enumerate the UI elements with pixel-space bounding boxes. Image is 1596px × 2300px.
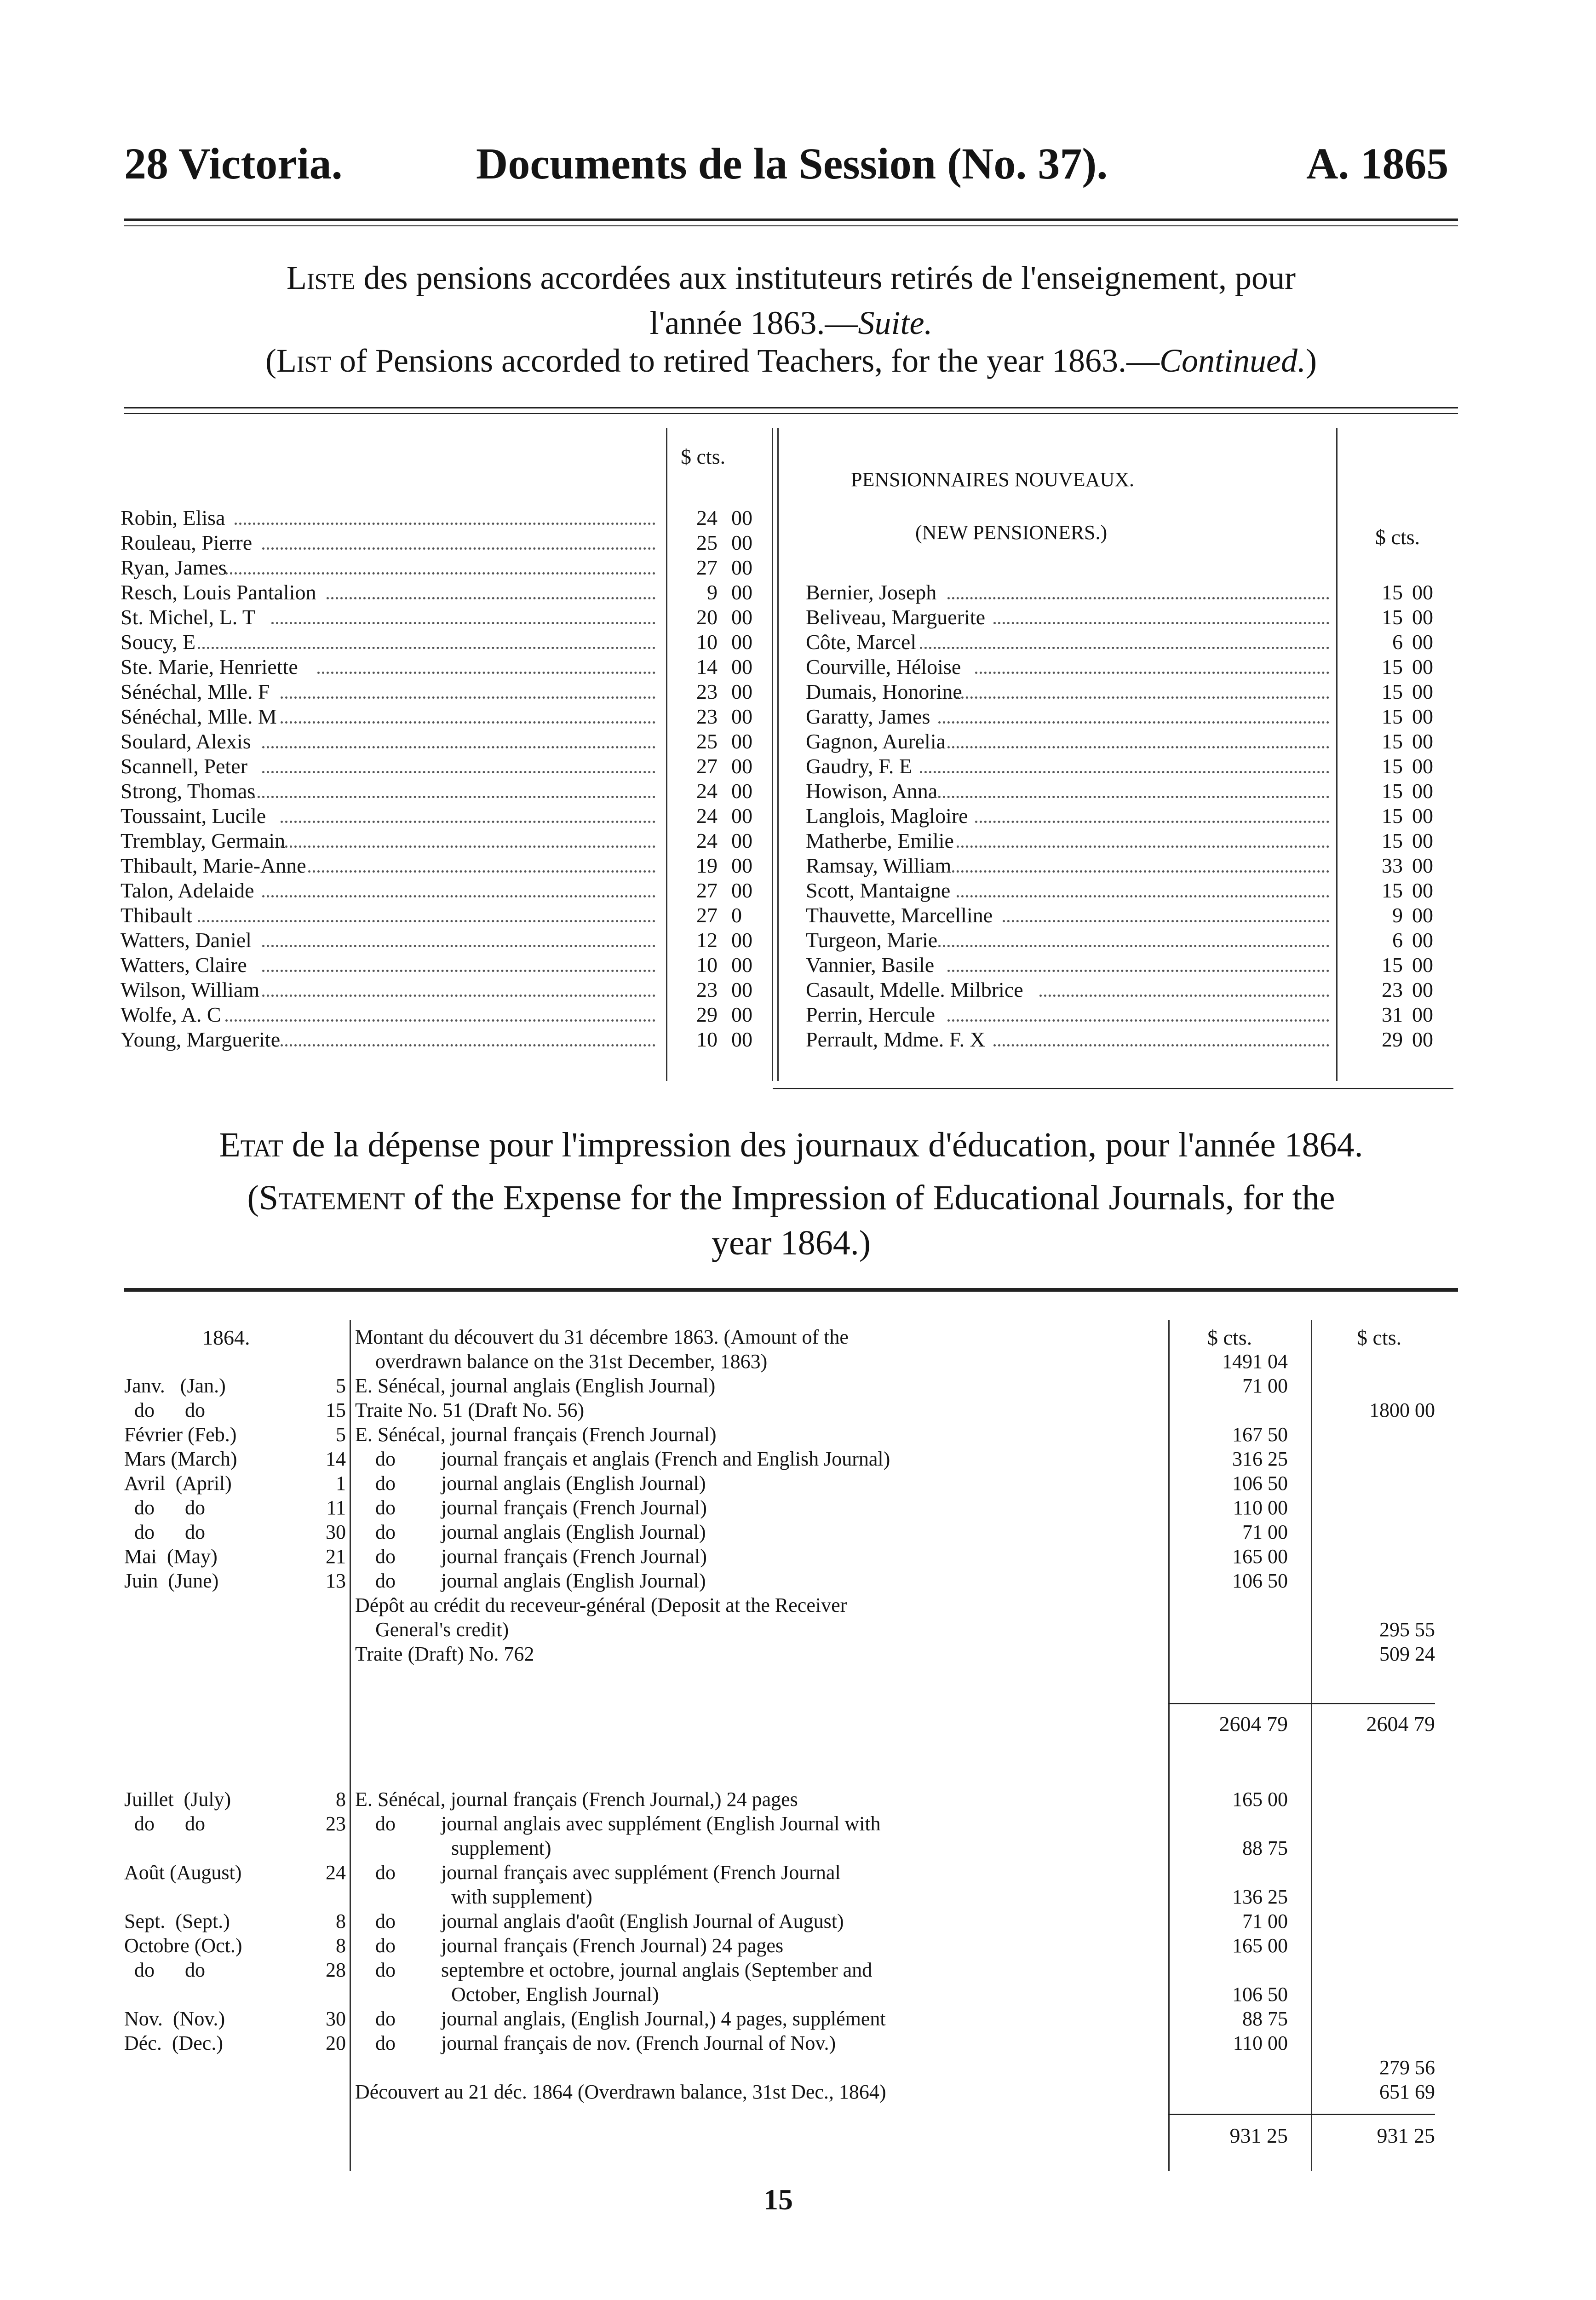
pension-dollars: 27 [696, 879, 718, 902]
statement-day: 21 [326, 1545, 346, 1568]
statement-day: 8 [336, 1934, 346, 1957]
pension-dollars: 27 [696, 903, 718, 927]
pensioner-name: Soucy, E [121, 630, 196, 654]
dot-leader [947, 970, 1329, 972]
pensioner-name: Young, Marguerite [121, 1028, 281, 1051]
list-title-en: (List of Pensions accorded to retired Teachers, for the year 1863.—Continued.) [265, 342, 1317, 379]
new-pension-cents: 00 [1412, 581, 1433, 604]
statement-rule-top [124, 1288, 1458, 1292]
statement-day: 30 [326, 1521, 346, 1543]
statement-month: Janv. (Jan.) [124, 1374, 226, 1397]
new-pension-cents: 00 [1412, 655, 1433, 678]
statement-month: Avril (April) [124, 1472, 232, 1495]
statement-amount-1: 106 50 [1232, 1472, 1288, 1495]
dot-leader [929, 796, 1329, 798]
statement-amount-1: 88 75 [1242, 2007, 1288, 2030]
pension-cents: 0 [731, 903, 742, 927]
pensioner-name: Sénéchal, Mlle. M [121, 705, 277, 728]
new-pension-dollars: 15 [1382, 680, 1403, 703]
new-pension-dollars: 23 [1382, 978, 1403, 1001]
statement-amount-1: 71 00 [1242, 1910, 1288, 1932]
total1-col1: 2604 79 [1219, 1712, 1288, 1736]
dot-leader [235, 523, 655, 525]
new-pensioner-name: Langlois, Magloire [806, 804, 968, 828]
new-pension-dollars: 33 [1382, 854, 1403, 877]
pensioner-name: Strong, Thomas [121, 779, 256, 803]
dot-leader [938, 721, 1329, 724]
pension-cents: 00 [731, 879, 752, 902]
statement-description: E. Sénécal, journal français (French Journal) [355, 1423, 717, 1446]
dot-leader [1039, 995, 1329, 997]
new-pensioner-name: Thauvette, Marcelline [806, 903, 993, 927]
new-pension-cents: 00 [1412, 928, 1433, 952]
statement-description: E. Sénécal, journal français (French Journal,) 24 pages [355, 1788, 798, 1811]
total1-col2: 2604 79 [1366, 1712, 1435, 1736]
new-pension-dollars: 15 [1382, 655, 1403, 678]
statement-day: 30 [326, 2007, 346, 2030]
dot-leader [262, 746, 655, 748]
statement-month: do do [124, 1521, 205, 1543]
statement-month: Mai (May) [124, 1545, 218, 1568]
new-pension-cents: 00 [1412, 705, 1433, 728]
dot-leader [957, 696, 1329, 699]
pension-cents: 00 [731, 630, 752, 654]
pensioner-name: Resch, Louis Pantalion [121, 581, 316, 604]
statement-day: 11 [326, 1496, 346, 1519]
pensioner-name: Watters, Claire [121, 953, 247, 977]
pensioner-name: Thibault [121, 903, 192, 927]
statement-description: Découvert au 21 déc. 1864 (Overdrawn balance, 31st Dec., 1864) [355, 2081, 886, 2103]
statement-amount-1: 106 50 [1232, 1570, 1288, 1592]
dot-leader [993, 1044, 1329, 1046]
pensions-left-header: $ cts. [681, 445, 726, 468]
statement-amount-1: 165 00 [1232, 1545, 1288, 1568]
statement-amount-1: 1491 04 [1222, 1350, 1288, 1373]
new-pension-dollars: 6 [1392, 928, 1403, 952]
new-pension-dollars: 15 [1382, 879, 1403, 902]
statement-description: Montant du découvert du 31 décembre 1863. (Amount of the [355, 1326, 849, 1348]
pension-cents: 00 [731, 655, 752, 678]
dot-leader [281, 821, 655, 823]
statement-description: do journal français (French Journal) 24 pages [355, 1934, 784, 1957]
statement-day: 20 [326, 2032, 346, 2054]
pension-dollars: 10 [696, 953, 718, 977]
pension-dollars: 25 [696, 531, 718, 554]
pensioner-name: Rouleau, Pierre [121, 531, 253, 554]
statement-description: October, English Journal) [355, 1983, 659, 2006]
new-pension-cents: 00 [1412, 630, 1433, 654]
dot-leader [253, 796, 655, 798]
statement-description: do journal anglais avec supplément (English Journal with [355, 1812, 881, 1835]
pension-cents: 00 [731, 978, 752, 1001]
pension-dollars: 20 [696, 605, 718, 629]
statement-amount-1: 316 25 [1232, 1448, 1288, 1470]
statement-amount-1: 136 25 [1232, 1886, 1288, 1908]
pensioner-name: St. Michel, L. T [121, 605, 256, 629]
statement-amount-1: 167 50 [1232, 1423, 1288, 1446]
statement-month: Octobre (Oct.) [124, 1934, 242, 1957]
new-pension-cents: 00 [1412, 953, 1433, 977]
pensions-right-header: $ cts. [1375, 525, 1420, 549]
dot-leader [281, 845, 655, 848]
statement-title-en: (Statement of the Expense for the Impression of Educational Journals, for the year 1864.) [247, 1179, 1335, 1262]
pensions-bottom-rule [773, 1088, 1453, 1089]
pensioner-name: Scannell, Peter [121, 754, 247, 778]
statement-amount-2: 1800 00 [1369, 1399, 1435, 1421]
header-year: A. 1865 [1306, 139, 1449, 188]
new-pensioner-name: Gaudry, F. E [806, 754, 912, 778]
pensioner-name: Talon, Adelaide [121, 879, 254, 902]
total2-col1: 931 25 [1229, 2124, 1288, 2147]
statement-month: Sept. (Sept.) [124, 1910, 230, 1932]
statement-description: Traite (Draft) No. 762 [355, 1643, 534, 1665]
pension-dollars: 23 [696, 680, 718, 703]
pension-cents: 00 [731, 928, 752, 952]
new-pension-dollars: 15 [1382, 581, 1403, 604]
pension-cents: 00 [731, 556, 752, 579]
dot-leader [957, 895, 1329, 897]
statement-month: Mars (March) [124, 1448, 237, 1470]
statement-amount-1: 165 00 [1232, 1934, 1288, 1957]
dot-leader [920, 771, 1329, 773]
statement-description: do journal anglais (English Journal) [355, 1472, 706, 1495]
new-pension-cents: 00 [1412, 730, 1433, 753]
new-pensioner-name: Matherbe, Emilie [806, 829, 954, 852]
pension-cents: 00 [731, 581, 752, 604]
statement-month: do do [124, 1399, 205, 1421]
pensioner-name: Tremblay, Germain [121, 829, 286, 852]
pension-cents: 00 [731, 531, 752, 554]
total2-col2: 931 25 [1377, 2124, 1435, 2147]
pension-cents: 00 [731, 506, 752, 529]
statement-description: do journal français avec supplément (French Journal [355, 1861, 841, 1884]
statement-amount-2: 509 24 [1379, 1643, 1435, 1665]
pension-dollars: 14 [696, 655, 718, 678]
statement-description: do journal anglais d'août (English Journal of August) [355, 1910, 844, 1932]
new-pensioner-name: Bernier, Joseph [806, 581, 937, 604]
new-pension-cents: 00 [1412, 978, 1433, 1001]
new-pension-dollars: 29 [1382, 1028, 1403, 1051]
dot-leader [947, 1019, 1329, 1022]
statement-month: Juillet (July) [124, 1788, 231, 1811]
new-pension-cents: 00 [1412, 879, 1433, 902]
dot-leader [262, 995, 655, 997]
new-pension-dollars: 15 [1382, 953, 1403, 977]
new-pensioner-name: Turgeon, Marie [806, 928, 938, 952]
statement-description: do journal français de nov. (French Journal of Nov.) [355, 2032, 836, 2054]
new-pension-cents: 00 [1412, 829, 1433, 852]
pension-dollars: 23 [696, 705, 718, 728]
statement-day: 8 [336, 1910, 346, 1932]
pension-dollars: 9 [707, 581, 718, 604]
dot-leader [957, 845, 1329, 848]
pensioner-name: Ste. Marie, Henriette [121, 655, 298, 678]
pension-dollars: 24 [696, 829, 718, 852]
statement-description: do journal anglais (English Journal) [355, 1521, 706, 1543]
statement-amount-1: 88 75 [1242, 1837, 1288, 1859]
pension-cents: 00 [731, 953, 752, 977]
new-pension-dollars: 31 [1382, 1003, 1403, 1026]
header-rule [124, 218, 1458, 221]
statement-year: 1864. [202, 1326, 250, 1349]
pension-cents: 00 [731, 804, 752, 828]
statement-description: with supplement) [355, 1886, 592, 1908]
header-volume: 28 Victoria. [124, 139, 343, 188]
statement-day: 5 [336, 1423, 346, 1446]
statement-day: 13 [326, 1570, 346, 1592]
pension-dollars: 29 [696, 1003, 718, 1026]
pension-cents: 00 [731, 1003, 752, 1026]
new-pension-dollars: 15 [1382, 705, 1403, 728]
pension-cents: 00 [731, 605, 752, 629]
pension-cents: 00 [731, 854, 752, 877]
new-pension-cents: 00 [1412, 854, 1433, 877]
pensioner-name: Robin, Elisa [121, 506, 225, 529]
new-pensioner-name: Côte, Marcel [806, 630, 917, 654]
statement-description: Dépôt au crédit du receveur-général (Deposit at the Receiver [355, 1594, 847, 1616]
new-pension-dollars: 15 [1382, 779, 1403, 803]
pensioner-name: Toussaint, Lucile [121, 804, 266, 828]
pension-dollars: 24 [696, 779, 718, 803]
statement-description: do journal français et anglais (French and English Journal) [355, 1448, 890, 1470]
new-pension-dollars: 6 [1392, 630, 1403, 654]
pension-dollars: 25 [696, 730, 718, 753]
new-pension-cents: 00 [1412, 1028, 1433, 1051]
new-pensioners-title: PENSIONNAIRES NOUVEAUX. [851, 468, 1134, 491]
pension-dollars: 12 [696, 928, 718, 952]
statement-description: do journal français (French Journal) [355, 1545, 707, 1568]
dot-leader [225, 1019, 655, 1022]
header-title: Documents de la Session (No. 37). [476, 139, 1108, 188]
pension-dollars: 10 [696, 1028, 718, 1051]
new-pension-dollars: 15 [1382, 804, 1403, 828]
dot-leader [198, 647, 655, 649]
pensioner-name: Wilson, William [121, 978, 260, 1001]
statement-day: 23 [326, 1812, 346, 1835]
new-pensioner-name: Courville, Héloise [806, 655, 961, 678]
pension-dollars: 24 [696, 506, 718, 529]
statement-description: Traite No. 51 (Draft No. 56) [355, 1399, 585, 1421]
pension-dollars: 24 [696, 804, 718, 828]
statement-month: do do [124, 1959, 205, 1981]
statement-col1-header: $ cts. [1207, 1326, 1252, 1349]
statement-amount-1: 110 00 [1233, 2032, 1288, 2054]
statement-amount-1: 71 00 [1242, 1374, 1288, 1397]
statement-title-fr: Etat de la dépense pour l'impression des journaux d'éducation, pour l'année 1864. [219, 1126, 1363, 1164]
statement-description: overdrawn balance on the 31st December, 1863) [355, 1350, 768, 1373]
statement-day: 24 [326, 1861, 346, 1884]
dot-leader [198, 920, 655, 922]
new-pensioner-name: Gagnon, Aurelia [806, 730, 946, 753]
dot-leader [281, 1044, 655, 1046]
dot-leader [281, 721, 655, 724]
statement-day: 28 [326, 1959, 346, 1981]
dot-leader [993, 622, 1329, 624]
dot-leader [262, 970, 655, 972]
new-pensioner-name: Casault, Mdelle. Milbrice [806, 978, 1023, 1001]
pension-dollars: 27 [696, 754, 718, 778]
statement-day: 8 [336, 1788, 346, 1811]
list-title-fr: Liste des pensions accordées aux instituteurs retirés de l'enseignement, pour l'année 1863.—Suite. [287, 259, 1296, 341]
statement-amount-1: 71 00 [1242, 1521, 1288, 1543]
new-pension-cents: 00 [1412, 903, 1433, 927]
dot-leader [271, 622, 655, 624]
new-pensioners-subtitle: (NEW PENSIONERS.) [915, 521, 1108, 544]
pension-dollars: 23 [696, 978, 718, 1001]
statement-month: Février (Feb.) [124, 1423, 237, 1446]
pension-cents: 00 [731, 1028, 752, 1051]
list-rule-top [124, 407, 1458, 408]
statement-month: Nov. (Nov.) [124, 2007, 225, 2030]
statement-month: do do [124, 1812, 205, 1835]
new-pensioner-name: Howison, Anna [806, 779, 938, 803]
dot-leader [262, 547, 655, 550]
pension-cents: 00 [731, 705, 752, 728]
statement-description: do septembre et octobre, journal anglais (September and [355, 1959, 873, 1981]
statement-description: do journal anglais, (English Journal,) 4 pages, supplément [355, 2007, 886, 2030]
statement-amount-1: 165 00 [1232, 1788, 1288, 1811]
new-pension-cents: 00 [1412, 779, 1433, 803]
dot-leader [1003, 920, 1329, 922]
header-rule-thin [124, 225, 1458, 226]
statement-month: Juin (June) [124, 1570, 219, 1592]
new-pension-cents: 00 [1412, 804, 1433, 828]
statement-amount-1: 110 00 [1233, 1496, 1288, 1519]
pension-dollars: 27 [696, 556, 718, 579]
pensioner-name: Sénéchal, Mlle. F [121, 680, 270, 703]
pensioner-name: Watters, Daniel [121, 928, 252, 952]
pension-cents: 00 [731, 680, 752, 703]
statement-day: 14 [326, 1448, 346, 1470]
statement-amount-1: 106 50 [1232, 1983, 1288, 2006]
new-pensioner-name: Garatty, James [806, 705, 930, 728]
new-pensioner-name: Perrault, Mdme. F. X [806, 1028, 985, 1051]
pension-cents: 00 [731, 730, 752, 753]
dot-leader [262, 895, 655, 897]
statement-col2-header: $ cts. [1357, 1326, 1402, 1349]
pensioner-name: Soulard, Alexis [121, 730, 251, 753]
pensioner-name: Ryan, James [121, 556, 227, 579]
new-pensioner-name: Beliveau, Marguerite [806, 605, 986, 629]
new-pension-dollars: 15 [1382, 605, 1403, 629]
new-pensioner-name: Scott, Mantaigne [806, 879, 951, 902]
statement-description: E. Sénécal, journal anglais (English Journal) [355, 1374, 716, 1397]
pensioner-name: Thibault, Marie-Anne [121, 854, 306, 877]
dot-leader [975, 821, 1329, 823]
pension-dollars: 19 [696, 854, 718, 877]
dot-leader [920, 647, 1329, 649]
statement-month: Déc. (Dec.) [124, 2032, 223, 2054]
page-number: 15 [764, 2183, 793, 2216]
statement-month: Août (August) [124, 1861, 242, 1884]
dot-leader [262, 771, 655, 773]
dot-leader [947, 597, 1329, 599]
statement-amount-2: 279 56 [1379, 2056, 1435, 2079]
statement-day: 15 [326, 1399, 346, 1421]
pension-cents: 00 [731, 754, 752, 778]
dot-leader [327, 597, 655, 599]
pension-cents: 00 [731, 829, 752, 852]
dot-leader [317, 672, 655, 674]
dot-leader [938, 945, 1329, 947]
statement-amount-2: 651 69 [1379, 2081, 1435, 2103]
list-rule-top-thin [124, 413, 1458, 414]
statement-description: supplement) [355, 1837, 551, 1859]
new-pension-cents: 00 [1412, 605, 1433, 629]
new-pension-cents: 00 [1412, 1003, 1433, 1026]
new-pensioner-name: Ramsay, William [806, 854, 952, 877]
statement-description: do journal français (French Journal) [355, 1496, 707, 1519]
dot-leader [225, 572, 655, 575]
new-pensioner-name: Perrin, Hercule [806, 1003, 935, 1026]
dot-leader [947, 746, 1329, 748]
new-pension-cents: 00 [1412, 680, 1433, 703]
new-pension-dollars: 9 [1392, 903, 1403, 927]
new-pensioner-name: Dumais, Honorine [806, 680, 962, 703]
new-pension-cents: 00 [1412, 754, 1433, 778]
pension-dollars: 10 [696, 630, 718, 654]
new-pension-dollars: 15 [1382, 730, 1403, 753]
statement-description: do journal anglais (English Journal) [355, 1570, 706, 1592]
dot-leader [281, 696, 655, 699]
statement-day: 1 [336, 1472, 346, 1495]
pensioner-name: Wolfe, A. C [121, 1003, 221, 1026]
statement-description: General's credit) [355, 1618, 509, 1641]
new-pensioner-name: Vannier, Basile [806, 953, 935, 977]
new-pension-dollars: 15 [1382, 829, 1403, 852]
dot-leader [947, 870, 1329, 873]
pension-cents: 00 [731, 779, 752, 803]
new-pension-dollars: 15 [1382, 754, 1403, 778]
statement-day: 5 [336, 1374, 346, 1397]
statement-month: do do [124, 1496, 205, 1519]
dot-leader [975, 672, 1329, 674]
dot-leader [308, 870, 655, 873]
dot-leader [262, 945, 655, 947]
statement-amount-2: 295 55 [1379, 1618, 1435, 1641]
